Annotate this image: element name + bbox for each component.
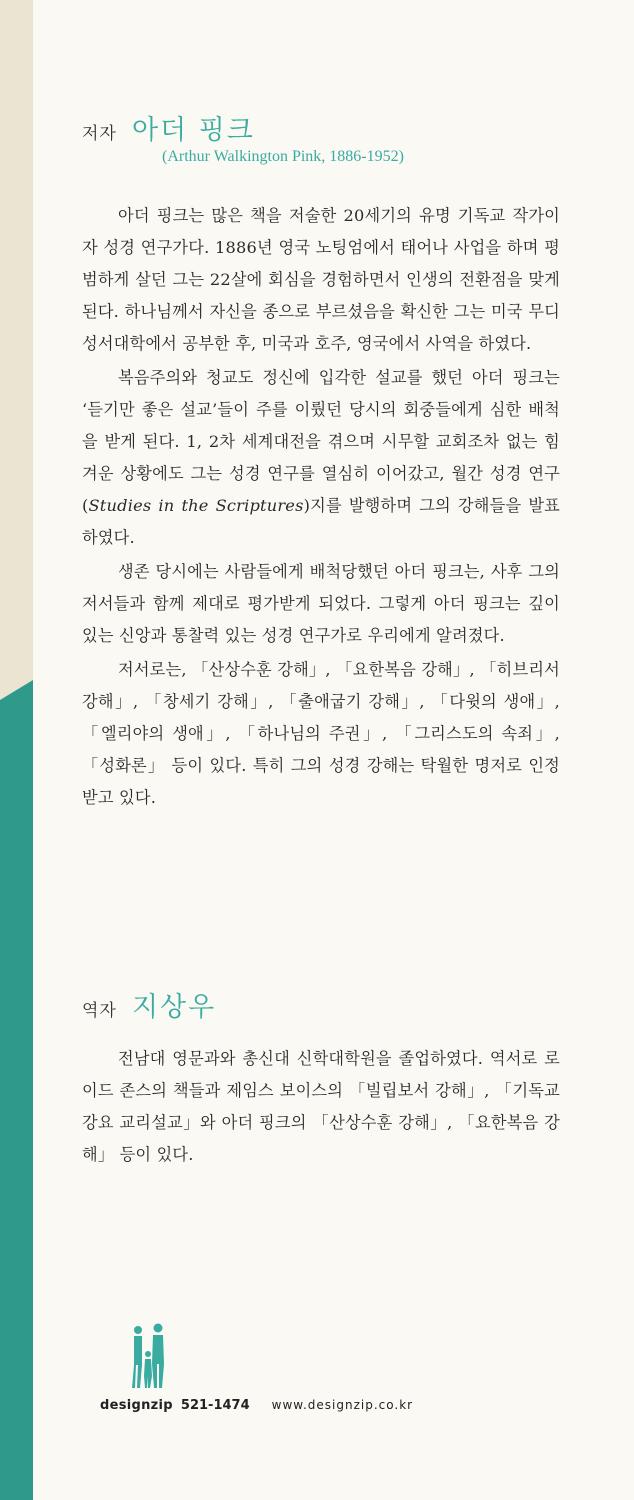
website: www.designzip.co.kr — [271, 1398, 414, 1412]
author-bio — [82, 200, 560, 816]
phone-number: 521-1474 — [180, 1398, 250, 1413]
author-bio-paragraph — [82, 362, 560, 554]
translator-bio — [82, 1043, 560, 1171]
author-name: 아더 핑크 — [131, 115, 255, 146]
paragraph-text: )지를 발행하며 그의 강해들을 발표하였다. — [82, 496, 560, 547]
author-bio-paragraph: 아더 핑크는 많은 책을 저술한 20세기의 유명 기독교 작가이자 성경 연구가다. 1886년 영국 노팅엄에서 태어나 사업을 하며 평범하게 살던 그는 22살에 회심을 경험하면서 인생의 전환점을 맞게 된다. 하나님께서 자신을 종으로 부르셨음을 확신한 그는 미국 무디성서대학에서 공부한 후, 미국과 호주, 영국에서 사역을 하였다. — [82, 206, 560, 353]
paragraph-text: 복음주의와 청교도 정신에 입각한 설교를 했던 아더 핑크는 ‘듣기만 좋은 설교’들이 주를 이뤘던 당시의 회중들에게 심한 배척을 받게 된다. 1, 2차 세계대전을 겪으며 시무할 교회조차 없는 힘겨운 상황에도 그는 성경 연구를 열심히 이어갔고, 월간 성경 연구( — [82, 368, 560, 515]
footer-line — [100, 1398, 413, 1413]
translator-name: 지상우 — [131, 992, 217, 1023]
journal-title: Studies in the Scriptures — [88, 496, 304, 515]
family-logo-icon — [130, 1320, 170, 1390]
translator-role-label: 역자 — [82, 1001, 117, 1021]
translator-bio-paragraph: 전남대 영문과와 총신대 신학대학원을 졸업하였다. 역서로 로이드 존스의 책들과 제임스 보이스의 「빌립보서 강해」, 「기독교 강요 교리설교」와 아더 핑크의 「산상수훈 강해」, 「요한복음 강해」 등이 있다. — [82, 1049, 560, 1164]
author-bio-paragraph: 생존 당시에는 사람들에게 배척당했던 아더 핑크는, 사후 그의 저서들과 함께 제대로 평가받게 되었다. 그렇게 아더 핑크는 깊이 있는 신앙과 통찰력 있는 성경 연구가로 우리에게 알려졌다. — [82, 562, 560, 645]
publisher-footer — [100, 1320, 500, 1420]
author-name-english: (Arthur Walkington Pink, 1886-1952) — [162, 148, 404, 165]
author-role-label: 저자 — [82, 124, 117, 144]
brand-name: designzip — [100, 1398, 173, 1413]
author-bio-paragraph: 저서로는, 「산상수훈 강해」, 「요한복음 강해」, 「히브리서 강해」, 「창세기 강해」, 「출애굽기 강해」, 「다윗의 생애」, 「엘리야의 생애」, 「하나님의 주권」, 「그리스도의 속죄」, 「성화론」 등이 있다. 특히 그의 성경 강해는 탁월한 명저로 인정받고 있다. — [82, 660, 560, 807]
author-heading — [82, 108, 255, 147]
teal-wedge — [0, 0, 33, 1500]
translator-heading — [82, 985, 216, 1024]
